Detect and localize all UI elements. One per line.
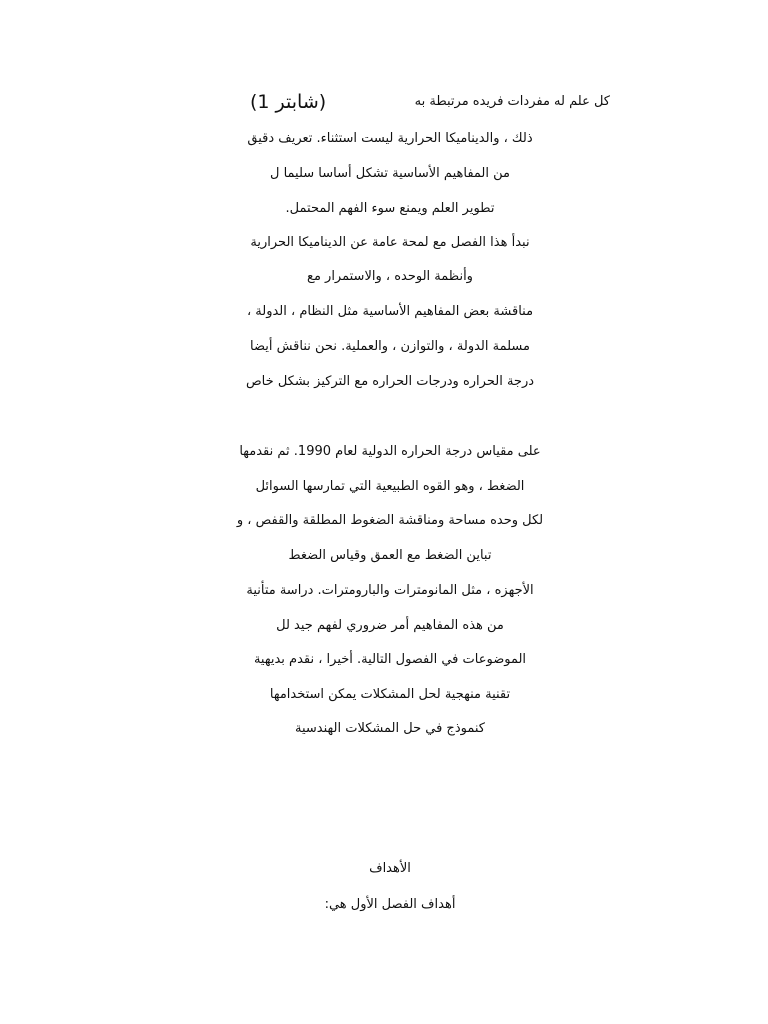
paragraph-line: تباين الضغط مع العمق وقياس الضغط <box>288 548 492 563</box>
paragraph-line: مسلمة الدولة ، والتوازن ، والعملية. نحن نناقش أيضا <box>250 339 530 354</box>
paragraph-line: كنموذج في حل المشكلات الهندسية <box>295 721 485 736</box>
paragraph-line: درجة الحراره ودرجات الحراره مع التركيز بشكل خاص <box>245 374 535 389</box>
objectives-heading: الأهداف <box>369 861 411 876</box>
paragraph-line: تقنية منهجية لحل المشكلات يمكن استخدامها <box>269 687 511 702</box>
title-text: كل علم له مفردات فريده مرتبطة به <box>414 94 610 109</box>
chapter-label: (شابتر 1) <box>250 91 327 113</box>
paragraph-line: من المفاهيم الأساسية تشكل أساسا سليما ل <box>270 166 510 181</box>
paragraph-line: على مقياس درجة الحراره الدولية لعام 1990. ثم نقدمها <box>239 444 541 459</box>
paragraph-line: مناقشة بعض المفاهيم الأساسية مثل النظام ، الدولة ، <box>246 304 534 319</box>
title-row <box>240 90 610 114</box>
paragraph-line: الضغط ، وهو القوه الطبيعية التي تمارسها السوائل <box>255 479 525 494</box>
paragraph-line: لكل وحده مساحة ومناقشة الضغوط المطلقة والقفص ، و <box>236 513 544 528</box>
paragraph-line: نبدأ هذا الفصل مع لمحة عامة عن الديناميكا الحرارية <box>250 235 530 250</box>
objectives-intro: أهداف الفصل الأول هي: <box>324 897 456 912</box>
paragraph-line: الأجهزه ، مثل المانومترات والبارومترات. دراسة متأنية <box>246 583 534 598</box>
paragraph-line: ذلك ، والديناميكا الحرارية ليست استثناء. تعريف دقيق <box>247 131 533 146</box>
paragraph-line: تطوير العلم ويمنع سوء الفهم المحتمل. <box>285 201 495 216</box>
paragraph-line: من هذه المفاهيم أمر ضروري لفهم جيد لل <box>276 618 504 633</box>
paragraph-line: الموضوعات في الفصول التالية. أخيرا ، نقدم بديهية <box>253 652 527 667</box>
paragraph-line: وأنظمة الوحده ، والاستمرار مع <box>307 269 473 284</box>
